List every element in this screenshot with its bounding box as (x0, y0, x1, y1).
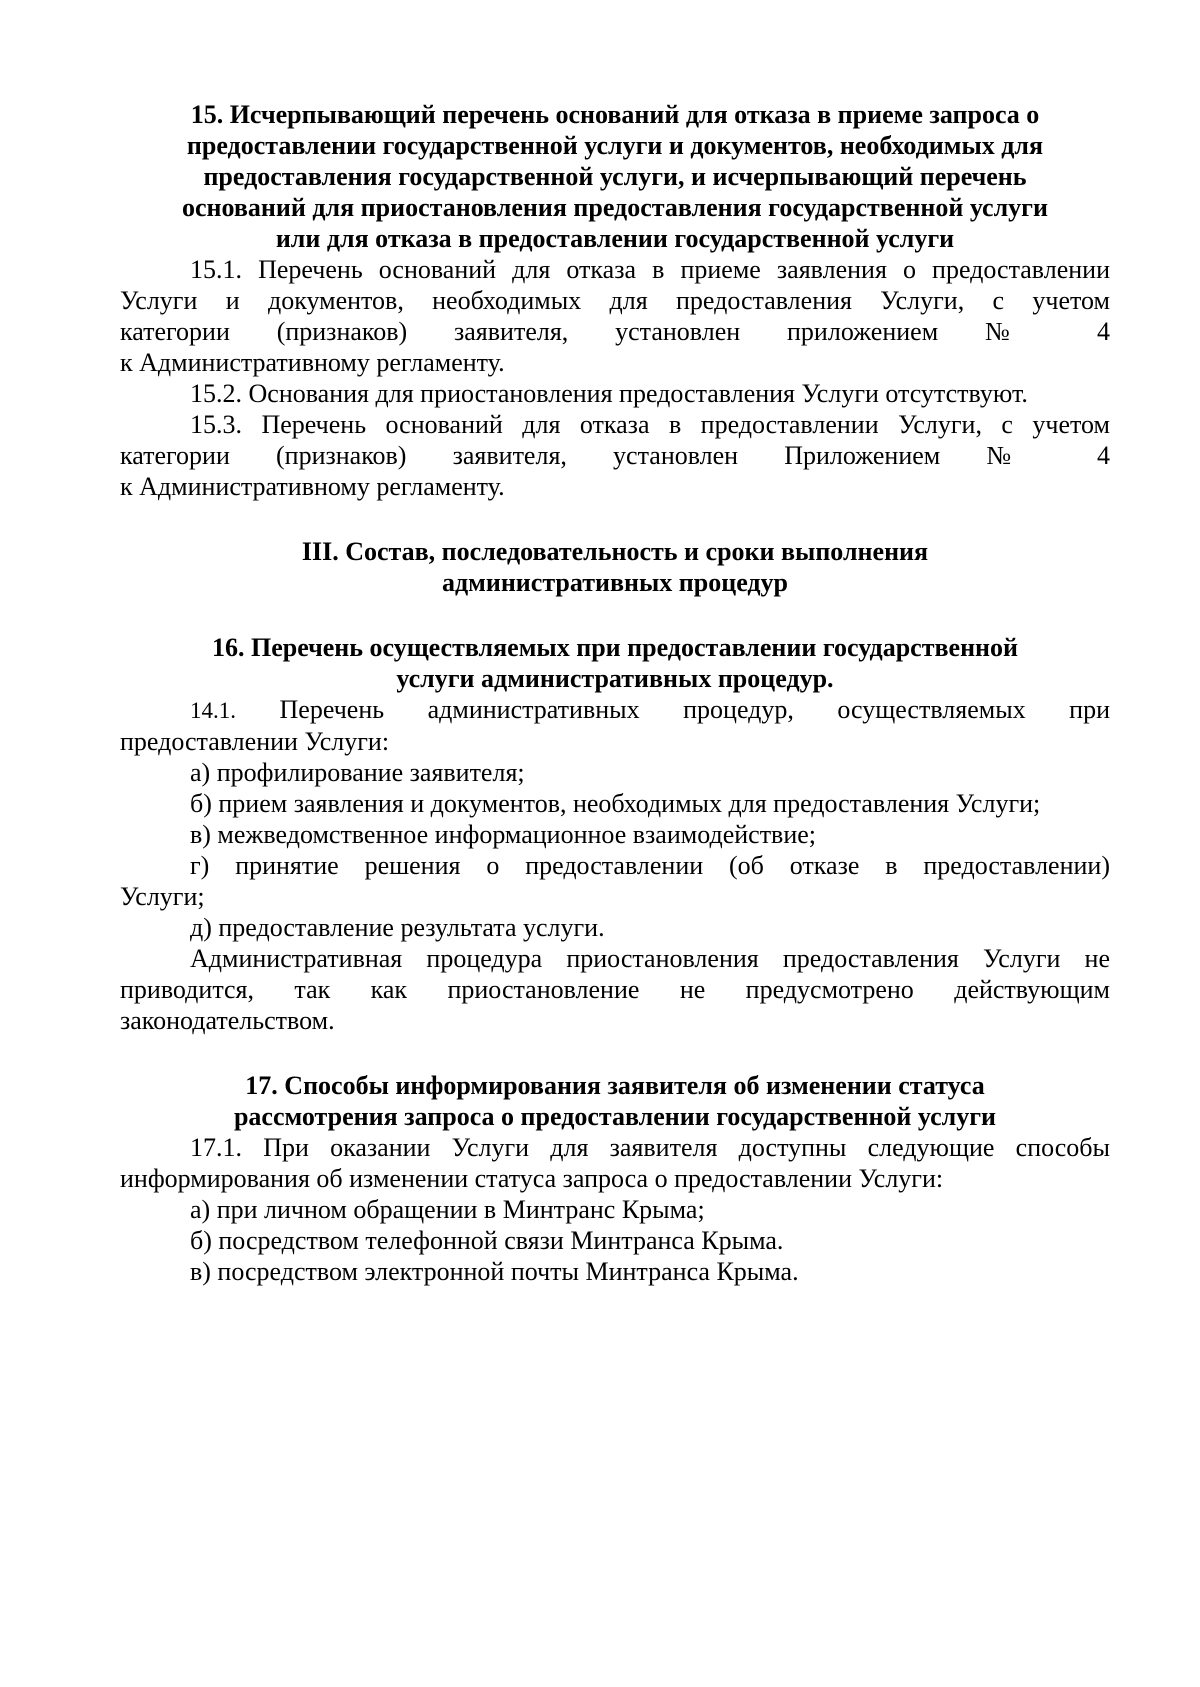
paragraph-14-1 (120, 694, 1110, 757)
heading-line: предоставления государственной услуги, и исчерпывающий перечень (203, 162, 1027, 191)
paragraph-17-1 (120, 1132, 1110, 1194)
heading-line: III. Состав, последовательность и сроки выполнения (301, 537, 929, 566)
paragraph-line: Услуги и документов, необходимых для предоставления Услуги, с учетом (120, 286, 1110, 315)
list-item: в) межведомственное информационное взаимодействие; (190, 820, 817, 849)
paragraph-15-1 (120, 254, 1110, 378)
paragraph-line: предоставлении Услуги: (120, 727, 390, 756)
paragraph-line: Услуги; (120, 882, 205, 911)
paragraph-line (120, 694, 1110, 726)
chapter-3-heading (120, 536, 1110, 598)
spacer (120, 1036, 1110, 1070)
paragraph-line: категории (признаков) заявителя, установлен приложением № 4 (120, 317, 1110, 346)
paragraph-line: категории (признаков) заявителя, установлен Приложением № 4 (120, 441, 1110, 470)
paragraph-line: к Административному регламенту. (120, 472, 505, 501)
heading-line: услуги административных процедур. (396, 664, 834, 693)
list-item: д) предоставление результата услуги. (190, 913, 605, 942)
paragraph-line: к Административному регламенту. (120, 348, 505, 377)
paragraph-15-3 (120, 409, 1110, 502)
paragraph-text: Перечень административных процедур, осуществляемых при (279, 695, 1111, 724)
note-paragraph (120, 943, 1110, 1036)
heading-line: рассмотрения запроса о предоставлении государственной услуги (233, 1102, 997, 1131)
section-15-heading (120, 99, 1110, 254)
spacer (120, 598, 1110, 632)
paragraph-line: информирования об изменении статуса запроса о предоставлении Услуги: (120, 1164, 944, 1193)
heading-line: предоставлении государственной услуги и документов, необходимых для (186, 131, 1044, 160)
paragraph-line: законодательством. (120, 1006, 335, 1035)
paragraph-line: Административная процедура приостановления предоставления Услуги не (190, 944, 1110, 973)
paragraph-line: приводится, так как приостановление не предусмотрено действующим (120, 975, 1110, 1004)
heading-line: 16. Перечень осуществляемых при предоставлении государственной (211, 633, 1019, 662)
paragraph-line: 17.1. При оказании Услуги для заявителя доступны следующие способы (190, 1133, 1110, 1162)
section-16-heading (120, 632, 1110, 694)
paragraph-line: г) принятие решения о предоставлении (об отказе в предоставлении) (190, 851, 1110, 880)
heading-line: или для отказа в предоставлении государственной услуги (275, 224, 955, 253)
paragraph-line: 15.3. Перечень оснований для отказа в предоставлении Услуги, с учетом (190, 410, 1110, 439)
heading-line: оснований для приостановления предоставления государственной услуги (182, 193, 1048, 222)
list-item: а) при личном обращении в Минтранс Крыма; (190, 1195, 705, 1224)
list-item: в) посредством электронной почты Минтранса Крыма. (190, 1257, 799, 1286)
list-item: а) профилирование заявителя; (190, 758, 525, 787)
list-item: б) посредством телефонной связи Минтранса Крыма. (190, 1226, 784, 1255)
paragraph-line: 15.1. Перечень оснований для отказа в приеме заявления о предоставлении (190, 255, 1110, 284)
heading-line: 17. Способы информирования заявителя об изменении статуса (245, 1071, 985, 1100)
document-page (120, 99, 1110, 1287)
heading-line: административных процедур (441, 568, 789, 597)
list-item-g (120, 850, 1110, 912)
paragraph-number: 14.1. (190, 698, 236, 723)
heading-line: 15. Исчерпывающий перечень оснований для отказа в приеме запроса о (190, 100, 1040, 129)
list-item: б) прием заявления и документов, необходимых для предоставления Услуги; (190, 789, 1041, 818)
spacer (120, 502, 1110, 536)
section-17-heading (120, 1070, 1110, 1132)
paragraph-15-2: 15.2. Основания для приостановления предоставления Услуги отсутствуют. (190, 379, 1028, 408)
